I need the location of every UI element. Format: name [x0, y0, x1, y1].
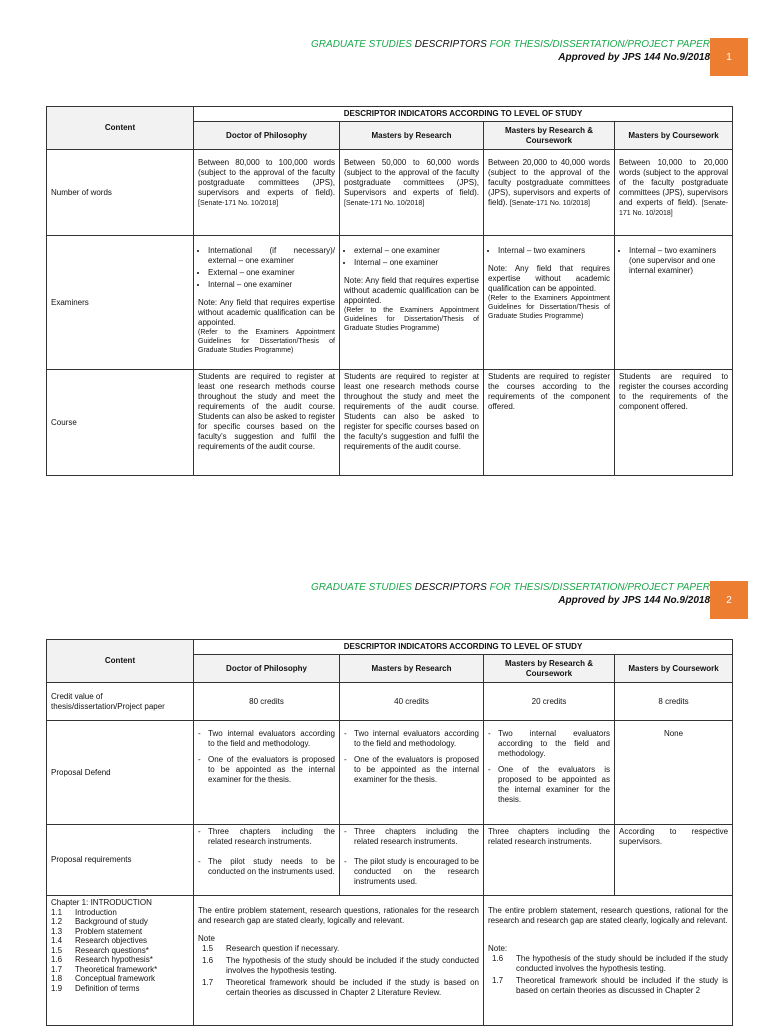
chapter1-right-desc	[484, 896, 733, 1026]
list-item: The pilot study needs to be conducted on the instruments used.	[208, 857, 335, 876]
list-item: • external – one examiner	[354, 246, 479, 256]
words-phd: Between 80,000 to 100,000 words (subject to the approval of the faculty postgraduate committees (JPS), supervisors and experts of field). [Senate-171 No. 10/2018]	[194, 150, 340, 236]
page-number-badge: 2	[710, 581, 748, 619]
chapter1-left-desc	[194, 896, 484, 1026]
header-part1: GRADUATE STUDIES	[311, 582, 415, 593]
examiners-mres	[340, 236, 484, 370]
words-mc: Between 10,000 to 20,000 words (subject to the approval of the faculty postgraduate committees (JPS), supervisors and experts of field). [Senate-171 No. 10/2018]	[615, 150, 733, 236]
req-mrc: Three chapters including the related research instruments.	[484, 825, 615, 896]
page-header	[311, 581, 710, 607]
req-mres: - Three chapters including the related research instruments. - The pilot study is encouraged to be conducted on the research instruments used.	[340, 825, 484, 896]
row-label-words: Number of words	[47, 150, 194, 236]
defend-mres: - Two internal evaluators according to the field and methodology. - One of the evaluators is proposed to be appointed as the internal examiner for the thesis.	[340, 721, 484, 825]
table-row	[47, 683, 733, 721]
table-row	[47, 150, 733, 236]
defend-phd: - Two internal evaluators according to the field and methodology. - One of the evaluators is proposed to be appointed as the internal examiner for the thesis.	[194, 721, 340, 825]
header-part2: DESCRIPTORS	[414, 582, 490, 593]
header-part3: FOR THESIS/DISSERTATION/PROJECT PAPER	[489, 582, 710, 593]
words-mres: Between 50,000 to 60,000 words (subject to the approval of the faculty postgraduate committees (JPS), Supervisors and experts of field). [Senate-171 No. 10/2018]	[340, 150, 484, 236]
course-phd: Students are required to register at least one research methods course throughout the study and meet the requirements of the audit course. Students can also be asked to register for specific courses based on the faculty's suggestion and fulfil the requirements of the audit course.	[194, 370, 340, 476]
list-item: 1.8 Conceptual framework	[51, 974, 156, 983]
examiners-mrc	[484, 236, 615, 370]
list-item: • Internal – one examiner	[354, 258, 479, 268]
list-item: Two internal evaluators according to the field and methodology.	[354, 729, 479, 748]
req-phd: - Three chapters including the related research instruments. - The pilot study needs to be conducted on the instruments used.	[194, 825, 340, 896]
defend-mrc: - Two internal evaluators according to the field and methodology. - One of the evaluators is proposed to be appointed as the internal examiner for the thesis.	[484, 721, 615, 825]
col-mrc: Masters by Research & Coursework	[484, 122, 615, 150]
list-item: 1.2 Background of study	[51, 917, 148, 926]
list-item: Two internal evaluators according to the field and methodology.	[208, 729, 335, 748]
col-mrc: Masters by Research & Coursework	[484, 655, 615, 683]
credit-mres: 40 credits	[340, 683, 484, 721]
col-phd: Doctor of Philosophy	[194, 122, 340, 150]
row-label-proposal-req: Proposal requirements	[47, 825, 194, 896]
col-mres: Masters by Research	[340, 655, 484, 683]
note-text: Note: Any field that requires expertise without academic qualification can be appointed.	[344, 276, 479, 305]
list-item: 1.5 Research question if necessary.	[202, 944, 340, 953]
list-item: 1.7 Theoretical framework*	[51, 964, 158, 974]
header-part3: FOR THESIS/DISSERTATION/PROJECT PAPER	[489, 39, 710, 50]
course-mres: Students are required to register at least one research methods course throughout the study and meet the requirements of the audit course. Students can also be asked to register for specific courses based on the faculty's suggestion and fulfil the requirements of the audit course.	[340, 370, 484, 476]
descriptor-table-1	[46, 106, 733, 476]
col-mres: Masters by Research	[340, 122, 484, 150]
row-label-credit: Credit value of thesis/dissertation/Project paper	[47, 683, 194, 721]
row-label-course: Course	[47, 370, 194, 476]
note-ref: (Refer to the Examiners Appointment Guidelines for Dissertation/Thesis of Graduate Studies Programme)	[344, 307, 479, 332]
table-row	[47, 236, 733, 370]
list-item: 1.6 The hypothesis of the study should be included if the study conducted involves the hypothesis testing.	[202, 956, 479, 975]
list-item: 1.9 Definition of terms	[51, 983, 140, 993]
credit-mc: 8 credits	[615, 683, 733, 721]
examiners-phd	[194, 236, 340, 370]
list-item: • International (if necessary)/ external – one examiner	[208, 246, 335, 266]
list-item: Two internal evaluators according to the field and methodology.	[498, 729, 610, 758]
page-header	[311, 38, 710, 64]
descriptor-header: DESCRIPTOR INDICATORS ACCORDING TO LEVEL OF STUDY	[194, 107, 733, 122]
list-item: Three chapters including the related research instruments.	[208, 827, 335, 846]
col-mc: Masters by Coursework	[615, 655, 733, 683]
examiners-mc	[615, 236, 733, 370]
note-ref: (Refer to the Examiners Appointment Guidelines for Dissertation/Thesis of Graduate Studies Programme)	[488, 295, 610, 320]
list-item: • External – one examiner	[208, 268, 335, 278]
list-item: 1.5 Research questions*	[51, 945, 149, 955]
list-item: 1.7 Theoretical framework should be included if the study is based on certain theories as discussed in Chapter 2 Literature Review.	[202, 978, 479, 997]
note-text: Note: Any field that requires expertise without academic qualification can be appointed.	[488, 264, 610, 293]
chapter1-title: Chapter 1: INTRODUCTION	[51, 898, 152, 907]
list-item: • Internal – two examiners	[498, 246, 610, 256]
list-item: One of the evaluators is proposed to be appointed as the internal examiner for the thesis.	[354, 755, 479, 784]
defend-mc: None	[615, 721, 733, 825]
list-item: One of the evaluators is proposed to be appointed as the internal examiner for the thesis.	[498, 765, 610, 804]
content-header: Content	[47, 107, 194, 150]
chapter1-right-text: The entire problem statement, research questions, rational for the research and research gap are stated clearly, logically and relevant.	[488, 906, 729, 925]
list-item: 1.1 Introduction	[51, 907, 117, 917]
header-part1: GRADUATE STUDIES	[311, 39, 415, 50]
col-mc: Masters by Coursework	[615, 122, 733, 150]
row-label-examiners: Examiners	[47, 236, 194, 370]
descriptor-table-2	[46, 639, 733, 1026]
chapter1-list	[47, 896, 194, 1026]
req-mc: According to respective supervisors.	[615, 825, 733, 896]
list-item: Three chapters including the related research instruments.	[354, 827, 479, 846]
page-2	[0, 570, 768, 1024]
table-row	[47, 370, 733, 476]
list-item: 1.6 Research hypothesis*	[51, 955, 153, 964]
col-phd: Doctor of Philosophy	[194, 655, 340, 683]
table-row	[47, 896, 733, 1026]
course-mc: Students are required to register the courses according to the requirements of the component offered.	[615, 370, 733, 476]
page-number-badge: 1	[710, 38, 748, 76]
chapter1-left-note: Note	[198, 934, 215, 943]
chapter1-left-text: The entire problem statement, research questions, rationales for the research and research gap are stated clearly, logically and relevant.	[198, 906, 479, 925]
credit-mrc: 20 credits	[484, 683, 615, 721]
header-approved: Approved by JPS 144 No.9/2018	[558, 52, 710, 63]
table-row	[47, 825, 733, 896]
list-item: One of the evaluators is proposed to be appointed as the internal examiner for the thesis.	[208, 755, 335, 784]
chapter1-right-note: Note:	[488, 944, 508, 953]
note-text: Note: Any field that requires expertise without academic qualification can be appointed.	[198, 298, 335, 327]
list-item: 1.4 Research objectives	[51, 936, 148, 945]
credit-phd: 80 credits	[194, 683, 340, 721]
table-row	[47, 721, 733, 825]
list-item: • Internal – one examiner	[208, 280, 335, 290]
list-item: 1.6 The hypothesis of the study should be included if the study conducted involves the hypothesis testing.	[492, 954, 729, 973]
header-part2: DESCRIPTORS	[414, 39, 490, 50]
list-item: • Internal – two examiners (one supervisor and one internal examiner)	[629, 246, 728, 276]
list-item: 1.3 Problem statement	[51, 926, 143, 936]
header-approved: Approved by JPS 144 No.9/2018	[558, 595, 710, 606]
note-ref: (Refer to the Examiners Appointment Guidelines for Dissertation/Thesis of Graduate Studies Programme)	[198, 329, 335, 354]
row-label-proposal-defend: Proposal Defend	[47, 721, 194, 825]
content-header: Content	[47, 640, 194, 683]
course-mrc: Students are required to register the courses according to the requirements of the component offered.	[484, 370, 615, 476]
descriptor-header: DESCRIPTOR INDICATORS ACCORDING TO LEVEL OF STUDY	[194, 640, 733, 655]
list-item: 1.7 Theoretical framework should be included if the study is based on certain theories as discussed in Chapter 2	[492, 976, 729, 995]
words-mrc: Between 20,000 to 40,000 words (subject to the approval of the faculty postgraduate committees (JPS), supervisors and experts of field). [Senate-171 No. 10/2018]	[484, 150, 615, 236]
list-item: The pilot study is encouraged to be conducted on the research instruments used.	[354, 857, 479, 886]
